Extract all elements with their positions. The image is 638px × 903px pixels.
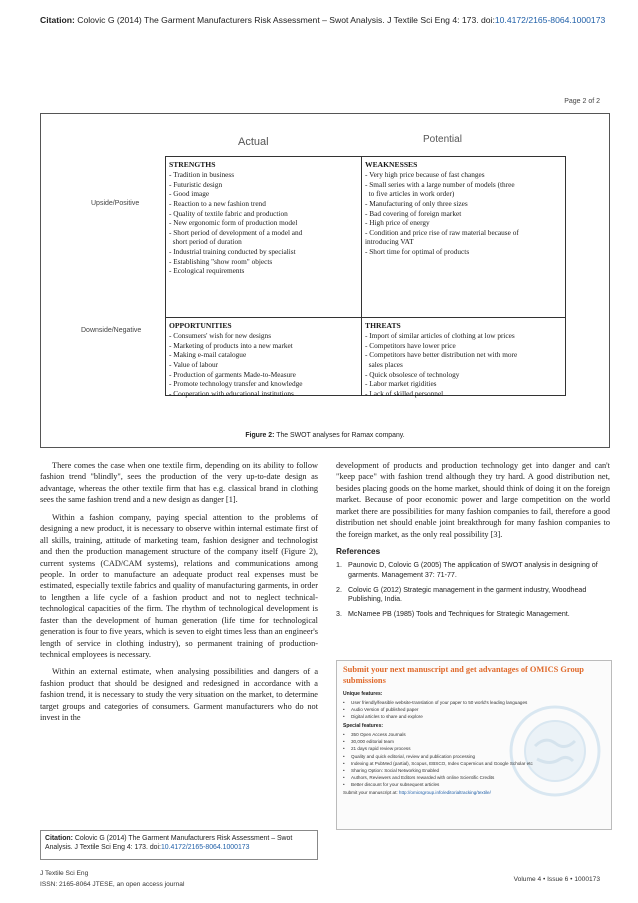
strengths-item: - Good image — [169, 189, 210, 199]
threats-item: - Competitors have lower price — [365, 340, 456, 350]
references-list — [336, 561, 610, 619]
swot-grid — [165, 156, 566, 396]
reference-number: 1. — [336, 561, 342, 570]
weaknesses-item: - Small series with a large number of models (three — [365, 179, 515, 189]
promo-unique-item: • User friendly/feasible website-translation of your paper to 50 world's leading languages — [343, 699, 605, 706]
strengths-item: short period of duration — [169, 237, 242, 247]
reference-text: Paunovic D, Colovic G (2005) The application of SWOT analysis in designing of garments. Management 37: 71-77. — [348, 561, 598, 579]
body-paragraph-right: development of products and production technology get into danger and can't "keep pace" with fashion trend although they try hard. A good distribution net, besides placing goods on the home market, should think of doing it on the foreign market. Because of poor economic power and large competition on the world market there are possibilities for many fashion companies to fail, therefore a good distribution net should enable joint breakthrough for many fashion companies to the foreign market, as the only real possibility [3]. — [336, 461, 610, 539]
strengths-item: - Reaction to a new fashion trend — [169, 198, 266, 208]
figure-caption-text: The SWOT analyses for Ramax company. — [276, 432, 405, 439]
promo-special-item: • Authors, Reviewers and Editors rewarded with online Scientific Credits — [343, 774, 605, 781]
promo-unique-item: • Audio Version of published paper — [343, 706, 605, 713]
threats-title: THREATS — [365, 321, 401, 330]
reference-number: 2. — [336, 585, 342, 594]
promo-special-item: • 21 days rapid review process — [343, 745, 605, 752]
promo-title: Submit your next manuscript and get advantages of OMICS Group submissions — [343, 665, 584, 685]
body-right-column — [336, 460, 610, 625]
weaknesses-cell — [362, 157, 565, 318]
footer-left — [40, 869, 184, 890]
opportunities-title: OPPORTUNITIES — [169, 321, 232, 330]
strengths-item: - Establishing "show room" objects — [169, 256, 273, 266]
strengths-item: - Short period of development of a model and — [169, 227, 303, 237]
threats-item: sales places — [365, 359, 403, 369]
figure-caption-label: Figure 2: — [245, 432, 275, 439]
weaknesses-item: - Manufacturing of only three sizes — [365, 198, 468, 208]
promo-special-item: • Indexing at PubMed (partial), Scopus, EBSCO, Index Copernicus and Google Scholar etc — [343, 760, 605, 767]
opportunities-item: - Marketing of products into a new market — [169, 340, 293, 350]
opportunities-item: - Consumers' wish for new designs — [169, 331, 272, 341]
weaknesses-item: - Bad covering of foreign market — [365, 208, 462, 218]
threats-item: - Lack of skilled personnel — [365, 388, 444, 398]
citation-box-text: Colovic G (2014) The Garment Manufacturers Risk Assessment – Swot Analysis. J Textile Sci Eng 4: 173. doi: — [45, 835, 293, 852]
strengths-cell — [166, 157, 362, 318]
reference-text: McNamee PB (1985) Tools and Techniques for Strategic Management. — [348, 610, 570, 619]
citation-box-label: Citation: — [45, 835, 73, 842]
weaknesses-item: - Condition and price rise of raw material because of — [365, 227, 519, 237]
reference-item — [336, 610, 610, 619]
strengths-item: - New ergonomic form of production model — [169, 218, 298, 228]
reference-item — [336, 586, 610, 604]
promo-special-item: • Quality and quick editorial, review and publication processing — [343, 753, 605, 760]
promo-special-item: • 350 Open Access Journals — [343, 731, 605, 738]
threats-item: - Labor market rigidities — [365, 379, 437, 389]
weaknesses-item: - Very high price because of fast changes — [365, 170, 485, 180]
threats-item: - Quick obsolesce of technology — [365, 369, 460, 379]
omics-promo-box — [336, 660, 612, 830]
promo-submit-label: Submit your manuscript at: — [343, 790, 398, 796]
strengths-title: STRENGTHS — [169, 160, 216, 169]
promo-submit-link[interactable]: http://omicsgroup.info/editorialtracking/textile/ — [398, 790, 491, 796]
reference-number: 3. — [336, 610, 342, 619]
figure-caption — [41, 432, 609, 439]
weaknesses-item: - High price of energy — [365, 218, 430, 228]
strengths-item: - Futuristic design — [169, 179, 223, 189]
row-label-upside: Upside/Positive — [91, 200, 140, 207]
row-label-downside: Downside/Negative — [81, 327, 142, 334]
column-header-actual: Actual — [238, 136, 269, 148]
threats-item: - Import of similar articles of clothing at low prices — [365, 331, 515, 341]
opportunities-item: - Production of garments Made-to-Measure — [169, 369, 296, 379]
weaknesses-item: - Short time for optimal of products — [365, 247, 470, 257]
promo-special-item: • Better discount for your subsequent articles — [343, 781, 605, 788]
reference-text: Colovic G (2012) Strategic management in the garment industry, Woodhead Publishing, India. — [348, 585, 587, 604]
opportunities-cell — [166, 318, 362, 398]
page-number: Page 2 of 2 — [564, 98, 600, 105]
threats-cell — [362, 318, 565, 398]
reference-item — [336, 561, 610, 579]
references-heading: References — [336, 547, 381, 557]
promo-special-item: • 30,000 editorial team — [343, 738, 605, 745]
header-citation-text: Colovic G (2014) The Garment Manufacturers Risk Assessment – Swot Analysis. J Textile Sci Eng 4: 173. doi: — [77, 15, 495, 25]
weaknesses-item: to five articles in work order) — [365, 189, 455, 199]
weaknesses-item: introducing VAT — [365, 237, 414, 247]
header-citation-label: Citation: — [40, 15, 75, 25]
citation-box — [40, 830, 318, 860]
strengths-item: - Ecological requirements — [169, 266, 245, 276]
threats-item: - Competitors have better distribution net with more — [365, 350, 518, 360]
body-paragraph-1: There comes the case when one textile firm, depending on its ability to follow fashion trend "blindly", sees the production of the very up-to-date design as advantage, whereas the other textile firm that has e.g. classical brand in clothing sees the same fashion trend and a new design as danger [1]. — [40, 461, 318, 505]
promo-special-label: Special features: — [343, 723, 384, 730]
opportunities-item: - Promote technology transfer and knowledge — [169, 379, 303, 389]
column-header-potential: Potential — [423, 134, 462, 145]
opportunities-item: - Value of labour — [169, 359, 219, 369]
promo-unique-label: Unique features: — [343, 690, 383, 697]
strengths-item: - Quality of textile fabric and production — [169, 208, 288, 218]
footer-volume: Volume 4 • Issue 6 • 1000173 — [513, 876, 600, 883]
promo-unique-item: • Digital articles to share and explore — [343, 713, 605, 720]
footer-issn: ISSN: 2165-8064 JTESE, an open access journal — [40, 880, 185, 888]
body-paragraph-2: Within a fashion company, paying special attention to the problems of designing a new product, it is necessary to observe within internal estimate first of all skills, training, attitude of marketing team, fashion designer and technologist and then the production management structure of the company itself (Figure 2), current systems (CAD/CAM systems), relations and communications among people. In order to manufacture an adequate product real expenses must be estimated, especially textile fabrics and quality of manufacturing garments, in order to lengthen a life cycle of a fashion product and not to neglect technical-technological capacities of the firm. The rhythm of technological development is faster than the development of human generation (life time for technological generation is four to five years, which is seven to eight times less than an engineer's length of service in clothing industry), so permanent training of production-technical employees is necessary. — [40, 512, 318, 659]
header-citation — [40, 15, 610, 25]
opportunities-item: - Making e-mail catalogue — [169, 350, 247, 360]
body-paragraph-3: Within an external estimate, when analysing possibilities and dangers of a fashion product that should be designed and redesigned in accordance with a fashion trend, it is necessary to study the very situation on the market, to determine target groups and categories of consumers. Garment manufacturers who do not invest in the — [40, 667, 318, 723]
strengths-item: - Industrial training conducted by specialist — [169, 247, 296, 257]
body-left-column — [40, 460, 318, 730]
citation-box-doi-link[interactable]: 10.4172/2165-8064.1000173 — [160, 844, 250, 852]
opportunities-item: - Cooperation with educational institutions — [169, 388, 294, 398]
header-doi-link[interactable]: 10.4172/2165-8064.1000173 — [494, 15, 606, 25]
swot-figure — [40, 113, 610, 448]
strengths-item: - Tradition in business — [169, 170, 235, 180]
weaknesses-title: WEAKNESSES — [365, 160, 418, 169]
promo-special-item: • Sharing Option: Social Networking Enabled — [343, 767, 605, 774]
footer-journal: J Textile Sci Eng — [40, 870, 89, 877]
